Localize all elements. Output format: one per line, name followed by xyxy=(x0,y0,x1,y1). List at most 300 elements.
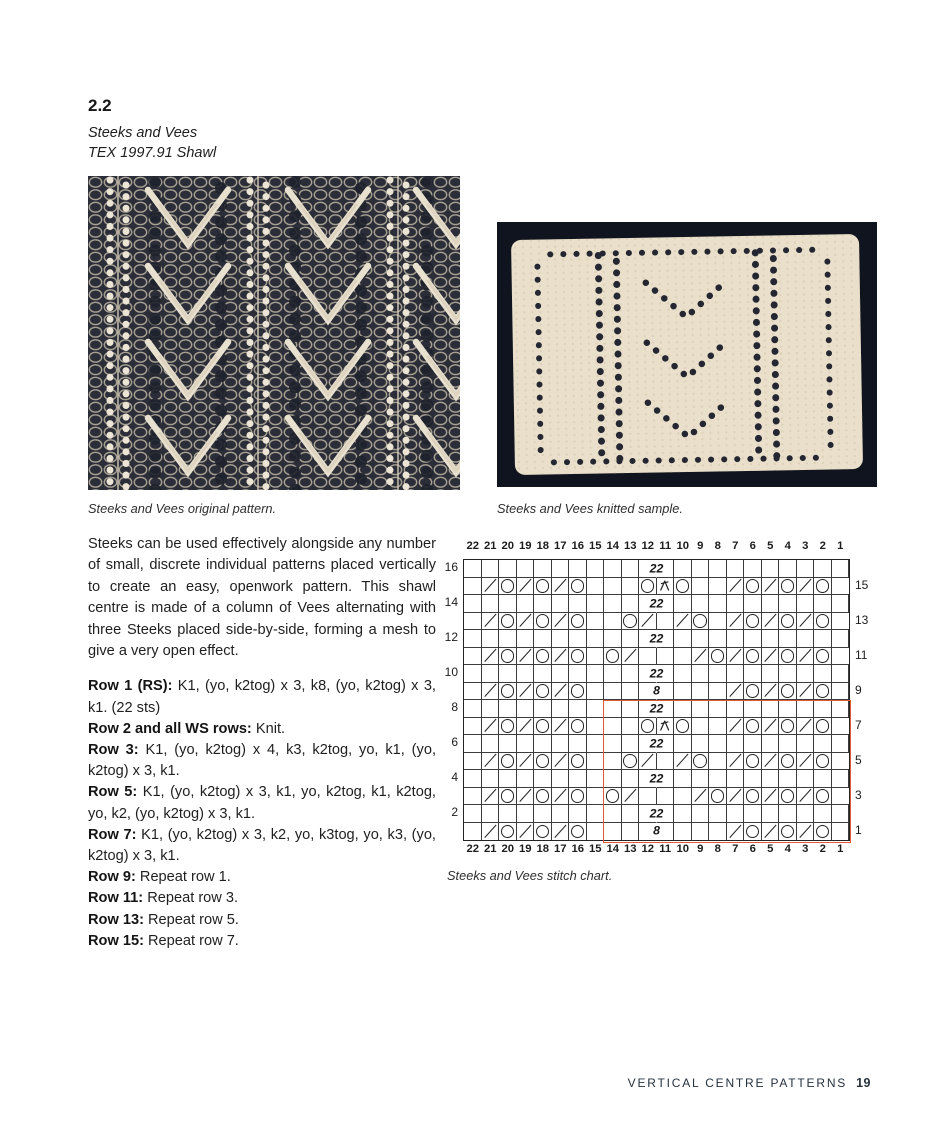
k3tog-symbol xyxy=(657,578,675,596)
chart-cell xyxy=(832,560,850,578)
yarn-over-symbol xyxy=(692,753,710,771)
chart-cell xyxy=(482,735,500,753)
yarn-over-glyph xyxy=(781,754,795,768)
chart-cell xyxy=(517,630,535,648)
stitch-number: 19 xyxy=(518,843,532,855)
chart-row xyxy=(464,753,849,771)
row-number: 7 xyxy=(855,717,862,732)
chart-cell xyxy=(779,735,797,753)
chart-cell xyxy=(762,770,780,788)
chart-cell xyxy=(744,735,762,753)
chart-cell xyxy=(552,630,570,648)
stitch-number: 20 xyxy=(501,540,515,552)
yarn-over-glyph xyxy=(676,579,690,593)
stitch-count: 22 xyxy=(649,806,664,821)
k2tog-glyph xyxy=(554,649,566,662)
chart-cell xyxy=(709,560,727,578)
chart-cell xyxy=(482,770,500,788)
yarn-over-glyph xyxy=(781,579,795,593)
yarn-over-glyph xyxy=(501,754,515,768)
stitch-number: 21 xyxy=(483,843,497,855)
yarn-over-glyph xyxy=(501,649,515,663)
chart-cell xyxy=(692,665,710,683)
chart-cell xyxy=(587,823,605,841)
k2tog-symbol xyxy=(727,753,745,771)
chart-cell xyxy=(832,665,850,683)
k2tog-glyph xyxy=(484,825,496,838)
yarn-over-symbol xyxy=(814,823,832,841)
stitch-number: 18 xyxy=(536,540,550,552)
yarn-over-glyph xyxy=(536,719,550,733)
yarn-over-glyph xyxy=(571,754,585,768)
chart-cell xyxy=(517,560,535,578)
yarn-over-symbol xyxy=(814,718,832,736)
yarn-over-glyph xyxy=(641,579,655,593)
chart-cell xyxy=(464,613,482,631)
k2tog-symbol xyxy=(762,753,780,771)
yarn-over-glyph xyxy=(606,789,620,803)
yarn-over-symbol xyxy=(814,613,832,631)
yarn-over-symbol xyxy=(814,578,832,596)
chart-cell xyxy=(832,735,850,753)
pattern-rows xyxy=(88,676,436,952)
yarn-over-glyph xyxy=(781,649,795,663)
yarn-over-glyph xyxy=(536,789,550,803)
pattern-title: Steeks and Vees xyxy=(88,125,198,141)
chart-cell xyxy=(674,735,692,753)
chart-cell xyxy=(604,578,622,596)
k2tog-glyph xyxy=(799,579,811,592)
chart-cell xyxy=(762,735,780,753)
chart-cell xyxy=(482,560,500,578)
k2tog-symbol xyxy=(482,823,500,841)
chart-cell xyxy=(709,683,727,701)
k2tog-symbol xyxy=(482,613,500,631)
yarn-over-symbol xyxy=(569,683,587,701)
stitch-number: 8 xyxy=(714,540,721,552)
yarn-over-glyph xyxy=(816,614,830,628)
chart-cell xyxy=(814,665,832,683)
yarn-over-glyph xyxy=(746,754,760,768)
chart-row xyxy=(464,578,849,596)
chart-cell xyxy=(622,770,640,788)
row-number: 11 xyxy=(855,647,868,662)
chart-cell xyxy=(832,823,850,841)
k2tog-glyph xyxy=(799,825,811,838)
chart-cell xyxy=(499,770,517,788)
chart-cell xyxy=(674,683,692,701)
yarn-over-glyph xyxy=(693,754,707,768)
yarn-over-glyph xyxy=(781,684,795,698)
k2tog-symbol xyxy=(797,613,815,631)
chart-cell xyxy=(499,735,517,753)
chart-cell xyxy=(779,630,797,648)
chart-cell xyxy=(552,735,570,753)
k2tog-symbol xyxy=(797,648,815,666)
stitch-count: 22 xyxy=(649,561,664,576)
stitch-number: 22 xyxy=(466,843,480,855)
chart-cell xyxy=(797,805,815,823)
k2tog-symbol xyxy=(482,753,500,771)
stitch-number: 9 xyxy=(697,843,704,855)
yarn-over-glyph xyxy=(623,614,637,628)
yarn-over-glyph xyxy=(623,754,637,768)
chart-cell xyxy=(779,665,797,683)
k2tog-glyph xyxy=(729,684,741,697)
k2tog-symbol xyxy=(552,683,570,701)
stitch-number: 5 xyxy=(767,843,774,855)
chart-cell xyxy=(657,788,675,806)
left-photo-caption: Steeks and Vees original pattern. xyxy=(88,501,277,516)
chart-cell xyxy=(709,595,727,613)
chart-cell xyxy=(779,700,797,718)
yarn-over-symbol xyxy=(779,613,797,631)
yarn-over-symbol xyxy=(499,578,517,596)
chart-cell xyxy=(552,560,570,578)
k2tog-symbol xyxy=(727,648,745,666)
yarn-over-glyph xyxy=(501,825,515,839)
yarn-over-symbol xyxy=(639,718,657,736)
yarn-over-symbol xyxy=(569,823,587,841)
yarn-over-symbol xyxy=(622,753,640,771)
chart-cell xyxy=(534,805,552,823)
stitch-number: 1 xyxy=(837,843,844,855)
k2tog-glyph xyxy=(554,614,566,627)
yarn-over-symbol xyxy=(744,788,762,806)
chart-cell xyxy=(674,805,692,823)
chart-cell xyxy=(657,613,675,631)
k2tog-glyph xyxy=(484,579,496,592)
chart-cell xyxy=(797,770,815,788)
chart-row xyxy=(464,630,849,648)
yarn-over-glyph xyxy=(816,789,830,803)
yarn-over-symbol xyxy=(534,718,552,736)
chart-cell xyxy=(569,665,587,683)
chart-cell xyxy=(587,735,605,753)
chart-cell xyxy=(832,683,850,701)
chart-cell xyxy=(604,770,622,788)
chart-cell xyxy=(464,560,482,578)
chart-cell xyxy=(587,805,605,823)
chart-cell xyxy=(622,805,640,823)
chart-cell xyxy=(552,665,570,683)
chart-cell xyxy=(692,770,710,788)
yarn-over-glyph xyxy=(676,719,690,733)
chart-cell xyxy=(692,805,710,823)
k2tog-symbol xyxy=(517,613,535,631)
chart-cell xyxy=(709,613,727,631)
k2tog-symbol xyxy=(762,718,780,736)
stitch-number: 22 xyxy=(466,540,480,552)
chart-cell xyxy=(727,735,745,753)
yarn-over-symbol xyxy=(604,788,622,806)
stitch-count: 22 xyxy=(649,771,664,786)
yarn-over-symbol xyxy=(534,683,552,701)
yarn-over-glyph xyxy=(501,579,515,593)
k2tog-glyph xyxy=(729,754,741,767)
chart-cell xyxy=(534,770,552,788)
chart-cell xyxy=(604,613,622,631)
stitch-number: 20 xyxy=(501,843,515,855)
yarn-over-symbol xyxy=(744,578,762,596)
chart-cell xyxy=(464,753,482,771)
chart-cell xyxy=(692,823,710,841)
chart-cell xyxy=(814,770,832,788)
chart-cell xyxy=(587,683,605,701)
yarn-over-glyph xyxy=(606,649,620,663)
chart-cell xyxy=(499,700,517,718)
k2tog-symbol xyxy=(727,788,745,806)
chart-cell xyxy=(709,735,727,753)
chart-cell xyxy=(744,700,762,718)
chart-cell xyxy=(744,595,762,613)
pattern-row xyxy=(88,676,436,718)
chart-cell xyxy=(464,630,482,648)
k2tog-glyph xyxy=(694,649,706,662)
stitch-number: 16 xyxy=(571,843,585,855)
chart-cell xyxy=(464,788,482,806)
k2tog-glyph xyxy=(554,754,566,767)
chart-cell xyxy=(587,770,605,788)
knitted-sample-photo xyxy=(497,222,877,487)
chart-cell xyxy=(464,595,482,613)
yarn-over-symbol xyxy=(779,648,797,666)
chart-cell xyxy=(727,805,745,823)
yarn-over-symbol xyxy=(499,823,517,841)
chart-cell xyxy=(797,595,815,613)
chart-cell xyxy=(622,700,640,718)
chart-cell xyxy=(832,595,850,613)
row-label: Row 9: xyxy=(88,869,136,886)
chart-cell xyxy=(517,595,535,613)
yarn-over-symbol xyxy=(779,718,797,736)
row-number: 5 xyxy=(855,752,862,767)
yarn-over-glyph xyxy=(746,789,760,803)
chart-cell xyxy=(674,700,692,718)
row-number: 2 xyxy=(451,805,458,819)
stitch-number: 2 xyxy=(819,843,826,855)
chart-cell xyxy=(814,735,832,753)
chart-cell xyxy=(709,805,727,823)
row-number: 14 xyxy=(444,595,458,609)
chart-row xyxy=(464,788,849,806)
chart-cell xyxy=(797,665,815,683)
k2tog-symbol xyxy=(797,683,815,701)
chart-cell xyxy=(622,578,640,596)
chart-cell xyxy=(569,735,587,753)
chart-cell xyxy=(569,630,587,648)
k2tog-symbol xyxy=(517,823,535,841)
k2tog-glyph xyxy=(554,789,566,802)
stitch-number: 10 xyxy=(676,540,690,552)
k3tog-symbol xyxy=(657,718,675,736)
chart-top-numbers xyxy=(464,540,849,556)
chart-cell xyxy=(482,805,500,823)
chart-cell xyxy=(499,630,517,648)
stitch-number: 4 xyxy=(784,843,791,855)
yarn-over-glyph xyxy=(816,684,830,698)
k2tog-symbol xyxy=(762,823,780,841)
chart-cell xyxy=(832,805,850,823)
chart-cell xyxy=(692,595,710,613)
chart-cell xyxy=(797,630,815,648)
yarn-over-glyph xyxy=(536,684,550,698)
stitch-number: 7 xyxy=(732,843,739,855)
k2tog-glyph xyxy=(799,614,811,627)
k2tog-symbol xyxy=(552,788,570,806)
yarn-over-symbol xyxy=(499,613,517,631)
k2tog-symbol xyxy=(797,753,815,771)
chart-cell xyxy=(657,648,675,666)
chart-cell xyxy=(587,595,605,613)
chart-cell xyxy=(482,665,500,683)
row-number: 3 xyxy=(855,787,862,802)
yarn-over-glyph xyxy=(536,649,550,663)
k2tog-symbol xyxy=(674,753,692,771)
section-header xyxy=(88,96,216,163)
k2tog-glyph xyxy=(554,825,566,838)
chart-cell xyxy=(587,700,605,718)
k2tog-symbol xyxy=(797,718,815,736)
k2tog-glyph xyxy=(519,649,531,662)
chart-row xyxy=(464,805,849,823)
chart-cell xyxy=(569,770,587,788)
k2tog-symbol xyxy=(482,788,500,806)
chart-row xyxy=(464,560,849,578)
chart-cell xyxy=(832,788,850,806)
chart-cell xyxy=(604,718,622,736)
chart-cell xyxy=(762,805,780,823)
chart-cell xyxy=(744,770,762,788)
stitch-number: 7 xyxy=(732,540,739,552)
chart-row xyxy=(464,700,849,718)
chart-cell xyxy=(814,560,832,578)
stitch-number: 9 xyxy=(697,540,704,552)
yarn-over-symbol xyxy=(814,683,832,701)
yarn-over-symbol xyxy=(779,578,797,596)
chart-row xyxy=(464,770,849,788)
chart-cell xyxy=(464,718,482,736)
chart-cell xyxy=(727,665,745,683)
row-label: Row 3: xyxy=(88,742,139,759)
stitch-number: 3 xyxy=(802,540,809,552)
chart-cell xyxy=(499,560,517,578)
yarn-over-symbol xyxy=(814,648,832,666)
stitch-number: 16 xyxy=(571,540,585,552)
k2tog-symbol xyxy=(762,578,780,596)
pattern-row xyxy=(88,888,436,909)
chart-cell xyxy=(832,753,850,771)
yarn-over-glyph xyxy=(501,789,515,803)
yarn-over-symbol xyxy=(569,578,587,596)
chart-cell xyxy=(674,648,692,666)
chart-row xyxy=(464,735,849,753)
stitch-number: 21 xyxy=(483,540,497,552)
k2tog-glyph xyxy=(484,719,496,732)
yarn-over-glyph xyxy=(536,825,550,839)
chart-cell xyxy=(604,560,622,578)
chart-cell xyxy=(814,630,832,648)
yarn-over-symbol xyxy=(674,718,692,736)
stitch-number: 12 xyxy=(641,843,655,855)
chart-cell xyxy=(727,595,745,613)
chart-cell xyxy=(762,700,780,718)
k2tog-glyph xyxy=(519,789,531,802)
k2tog-symbol xyxy=(622,788,640,806)
chart-cell xyxy=(482,630,500,648)
chart-cell xyxy=(762,595,780,613)
yarn-over-symbol xyxy=(499,683,517,701)
row-number: 9 xyxy=(855,682,862,697)
row-number: 8 xyxy=(451,700,458,714)
chart-cell xyxy=(587,753,605,771)
stitch-number: 14 xyxy=(606,540,620,552)
chart-cell xyxy=(517,805,535,823)
yarn-over-symbol xyxy=(744,823,762,841)
chart-cell xyxy=(692,630,710,648)
yarn-over-glyph xyxy=(536,754,550,768)
row-number: 12 xyxy=(444,630,458,644)
row-text: Repeat row 1. xyxy=(135,869,231,886)
k2tog-symbol xyxy=(552,753,570,771)
pattern-row xyxy=(88,825,436,867)
stitch-number: 3 xyxy=(802,843,809,855)
yarn-over-symbol xyxy=(709,788,727,806)
stitch-number: 15 xyxy=(588,843,602,855)
stitch-number: 13 xyxy=(623,540,637,552)
yarn-over-symbol xyxy=(499,648,517,666)
k2tog-symbol xyxy=(517,753,535,771)
yarn-over-glyph xyxy=(816,579,830,593)
chart-cell xyxy=(779,560,797,578)
yarn-over-glyph xyxy=(711,649,725,663)
chart-cell xyxy=(569,560,587,578)
k2tog-glyph xyxy=(554,684,566,697)
chart-row xyxy=(464,683,849,701)
yarn-over-glyph xyxy=(501,719,515,733)
stitch-count: 8 xyxy=(653,683,660,698)
yarn-over-glyph xyxy=(746,614,760,628)
chart-cell xyxy=(499,595,517,613)
chart-cell xyxy=(587,718,605,736)
stitch-number: 2 xyxy=(819,540,826,552)
chart-cell xyxy=(604,735,622,753)
row-label: Row 13: xyxy=(88,911,144,928)
yarn-over-symbol xyxy=(499,753,517,771)
yarn-over-glyph xyxy=(781,719,795,733)
chart-cell xyxy=(692,683,710,701)
yarn-over-symbol xyxy=(534,613,552,631)
k2tog-symbol xyxy=(727,718,745,736)
k2tog-symbol xyxy=(762,788,780,806)
chart-cell xyxy=(622,823,640,841)
k2tog-glyph xyxy=(484,789,496,802)
chart-cell xyxy=(552,595,570,613)
k2tog-glyph xyxy=(799,649,811,662)
chart-cell xyxy=(464,735,482,753)
row-label: Row 2 and all WS rows: xyxy=(88,720,252,737)
chart-cell xyxy=(482,595,500,613)
yarn-over-symbol xyxy=(569,788,587,806)
yarn-over-glyph xyxy=(781,614,795,628)
yarn-over-glyph xyxy=(571,649,585,663)
chart-cell xyxy=(587,578,605,596)
k2tog-symbol xyxy=(552,718,570,736)
k2tog-glyph xyxy=(694,789,706,802)
chart-cell xyxy=(534,630,552,648)
k2tog-glyph xyxy=(729,825,741,838)
chart-cell xyxy=(727,770,745,788)
